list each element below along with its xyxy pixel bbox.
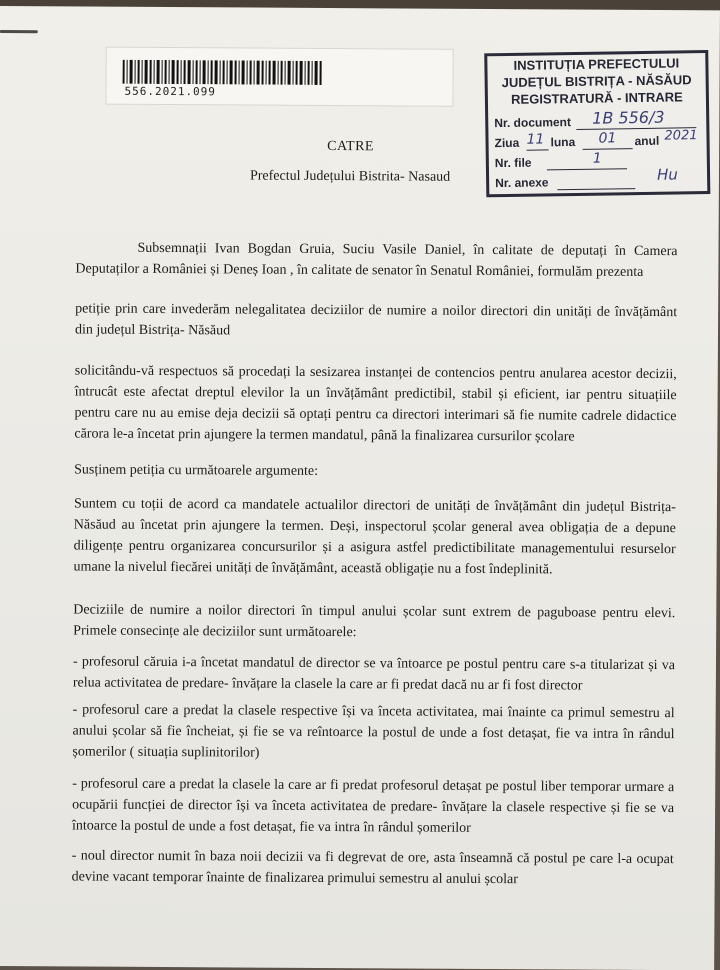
stamp-file-label: Nr. file [494,155,532,171]
registry-stamp [484,50,710,197]
stamp-anul-value: 2021 [664,128,698,144]
paragraph-petitioners: Subsemnații Ivan Bogdan Gruia, Suciu Vasile Daniel, în calitate de deputați în Camera Deputaților a României și Deneș Ioan , în calitate de senator în Senatul României, formulăm prezenta [75,240,678,280]
stamp-file-value: 1 [592,150,602,167]
paragraph-argument-mandates: Suntem cu toții de acord ca mandatele actualilor directori de unități de învățământ din județul Bistrița- Năsăud au încetat prin ajungere la termen. Deși, inspectorul școlar general avea obligația de a depune diligențe pentru organizarea concursurilor și a asigura astfel predictibilitate managementului resurselor umane la nivelul fiecărei unități de învățământ, această obligație nu a fost îndeplinită. [73,496,676,578]
stamp-luna-label: luna [550,134,576,150]
stamp-anexe-line [557,188,635,190]
paragraph-petition-object: petiție prin care invederăm nelegalitatea deciziilor de numire a noilor directori din unități de învățământ din județul Bistrița- Năsăud [74,301,678,339]
stamp-anul-label: anul [634,133,660,149]
paragraph-consequences-intro: Deciziile de numire a noilor directori în timpul anului școlar sunt extrem de paguboase pentru elevi. Primele consecințe ale deciziilor sunt următoarele: [73,602,676,641]
list-item-consequence-2: - profesorul care a predat la clasele respective își va înceta activitatea, mai înainte ca primul semestru al anului școlar să fie încheiat, și fie se va reîntoarce la postul de unde a fost detașat, fie va intra în rândul șomerilor ( situația suplinitorilor) [72,702,675,761]
barcode-icon [123,60,323,85]
stamp-luna-value: 01 [598,130,617,147]
stamp-doc-label: Nr. document [494,115,572,131]
list-item-consequence-3: - profesorul care a predat la clasele la care ar fi predat profesorul detașat pe postul liber temporar urmare a ocupării funcției de director își va înceta activitatea de predare- învățare la clasele respective și fie se va întoarce la postul de unde a fost detașat, fie va intra în rândul șomerilor [71,776,675,836]
stamp-ziua-line [527,149,549,150]
stamp-luna-line [583,148,633,150]
stamp-county: JUDEȚUL BISTRIȚA - NĂSĂUD [501,72,692,91]
stamp-anexe-label: Nr. anexe [495,175,549,191]
heading-catre: CATRE [327,139,375,155]
heading-recipient: Prefectul Județului Bistrita- Nasaud [249,168,451,185]
document-page [0,6,720,970]
stamp-doc-value: 1B 556/3 [592,107,665,128]
list-item-consequence-4: - noul director numit în baza noii decizii va fi degrevat de ore, asta înseamnă că postul pe care l-a ocupat devine vacant temporar înainte de finalizarea primului semestru al anului școlar [71,848,674,888]
stamp-institution: INSTITUȚIA PREFECTULUI [513,55,680,73]
list-item-consequence-1: - profesorul căruia i-a încetat mandatul de director se va întoarce pe postul pentru care s-a titularizat și va relua activitatea de predare- învățare la clasele la care ar fi predat dacă nu ar fi fost director [72,654,676,694]
ink-scratch-mark [0,30,38,33]
barcode-number: 556.2021.099 [124,84,217,99]
stamp-ziua-value: 11 [526,131,545,148]
stamp-anexe-value: Hu [656,165,678,184]
stamp-ziua-label: Ziua [494,135,520,151]
paragraph-request: solicitându-vă respectuos să procedați la sesizarea instanței de contencios pentru anularea acestor decizii, întrucât este afectat dreptul elevilor la un învățământ predictibil, stabil și eficient, iar pentru situațiile pentru care nu au emise deja decizii să optați pentru ca directori interimari să fie numite cadrele didactice cărora le-a încetat prin ajungere la termen mandatul, până la finalizarea cursurilor școlare [74,363,677,445]
stamp-registry: REGISTRATURĂ - INTRARE [510,89,683,107]
paragraph-arguments-intro: Susținem petiția cu următoarele argumente: [74,462,319,479]
stamp-file-line [547,168,627,170]
barcode-sticker [105,47,453,107]
